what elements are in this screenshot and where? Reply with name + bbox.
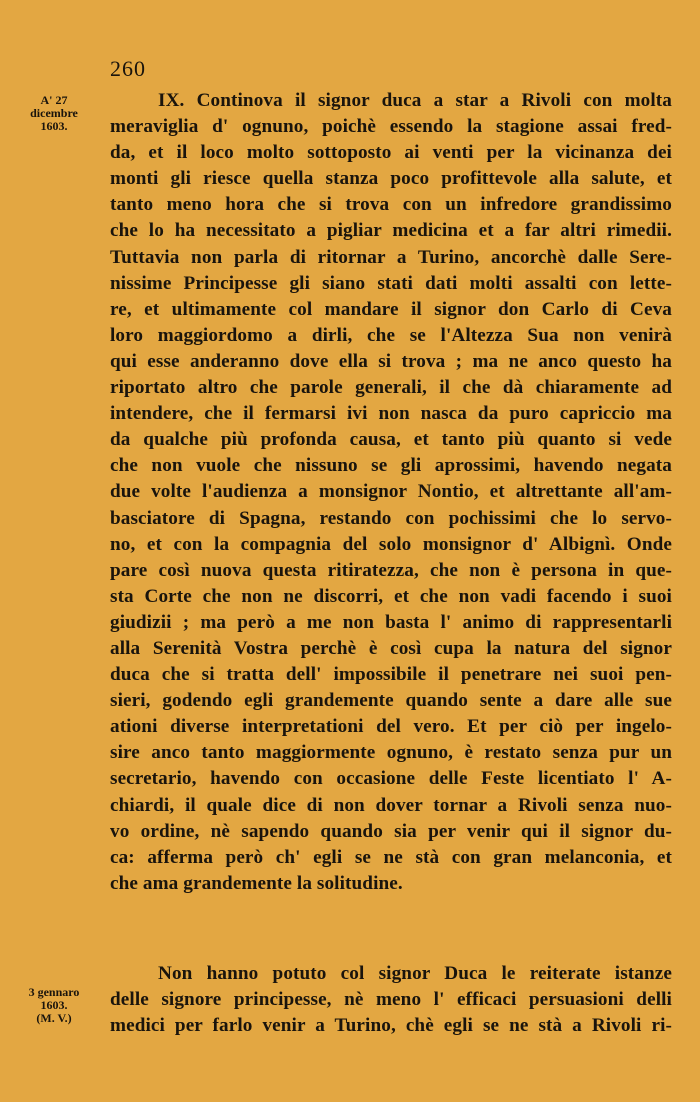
text-line: nissime Principesse gli siano stati dati molti assalti con lette- xyxy=(110,272,672,294)
text-line: ca: afferma però ch' egli se ne stà con gran melanconia, et xyxy=(110,846,672,868)
text-line: che lo ha necessitato a pigliar medicina et a far altri rimedii. xyxy=(110,220,672,242)
text-line: duca che si tratta dell' impossibile il penetrare nei suoi pen- xyxy=(110,664,672,686)
text-line: re, et ultimamente col mandare il signor don Carlo di Ceva xyxy=(110,298,672,320)
text-line: medici per farlo venir a Turino, chè egli se ne stà a Rivoli ri- xyxy=(110,1015,672,1037)
text-line: giudizii ; ma però a me non basta l' animo di rappresentarli xyxy=(110,611,672,633)
text-line: alla Serenità Vostra perchè è così cupa la natura del signor xyxy=(110,637,672,659)
text-line: ationi diverse interpretationi del vero. Et per ciò per ingelo- xyxy=(110,716,672,738)
text-line: sire anco tanto maggiormente ognuno, è restato senza pur un xyxy=(110,742,672,764)
text-line: che non vuole che nissuno se gli aprossimi, havendo negata xyxy=(110,455,672,477)
text-line: da qualche più profonda causa, et tanto più quanto si vede xyxy=(110,429,672,451)
text-line: chiardi, il quale dice di non dover tornar a Rivoli senza nuo- xyxy=(110,794,672,816)
text-line: sta Corte che non ne discorri, et che non vadi facendo i suoi xyxy=(110,585,672,607)
text-line: secretario, havendo con occasione delle Feste licentiato l' A- xyxy=(110,768,672,790)
text-line: loro maggiordomo a dirli, che se l'Altezza Sua non venirà xyxy=(110,324,672,346)
margin-note-date-1: A' 27 dicembre 1603. xyxy=(30,93,78,133)
margin-note-date-2: 3 gennaro 1603. (M. V.) xyxy=(28,985,80,1025)
text-line: pare così nuova questa ritiratezza, che non è persona in que- xyxy=(110,559,672,581)
text-line: monti gli riesce quella stanza poco profittevole alla salute, et xyxy=(110,168,672,190)
text-line: IX. Continova il signor duca a star a Rivoli con molta xyxy=(158,90,672,111)
text-line: che ama grandemente la solitudine. xyxy=(110,872,403,894)
text-line: no, et con la compagnia del solo monsignor d' Albignì. Onde xyxy=(110,533,672,555)
text-line: vo ordine, nè sapendo quando sia per venir qui il signor du- xyxy=(110,820,672,842)
text-line: intendere, che il fermarsi ivi non nasca da puro capriccio ma xyxy=(110,403,672,425)
page-number: 260 xyxy=(110,56,146,81)
text-line: tanto meno hora che si trova con un infredore grandissimo xyxy=(110,194,672,216)
text-line: delle signore principesse, nè meno l' efficaci persuasioni delli xyxy=(110,989,672,1011)
text-line: basciatore di Spagna, restando con pochissimi che lo servo- xyxy=(110,507,672,529)
text-line: da, et il loco molto sottoposto ai venti per la vicinanza dei xyxy=(110,142,672,164)
text-line: due volte l'audienza a monsignor Nontio, et altrettante all'am- xyxy=(110,481,672,503)
text-line: sieri, godendo egli grandemente quando sente a dare alle sue xyxy=(110,690,672,712)
paragraph-2 xyxy=(110,961,672,1039)
text-line: Non hanno potuto col signor Duca le reiterate istanze xyxy=(158,963,672,984)
text-line: qui esse anderanno dove ella si trova ; ma ne anco questo ha xyxy=(110,350,672,372)
text-line: Tuttavia non parla di ritornar a Turino, ancorchè dalle Sere- xyxy=(110,246,672,268)
text-line: riportato altro che parole generali, il che dà chiaramente ad xyxy=(110,377,672,399)
text-line: meraviglia d' ognuno, poichè essendo la stagione assai fred- xyxy=(110,116,672,138)
paragraph-1 xyxy=(110,88,672,897)
